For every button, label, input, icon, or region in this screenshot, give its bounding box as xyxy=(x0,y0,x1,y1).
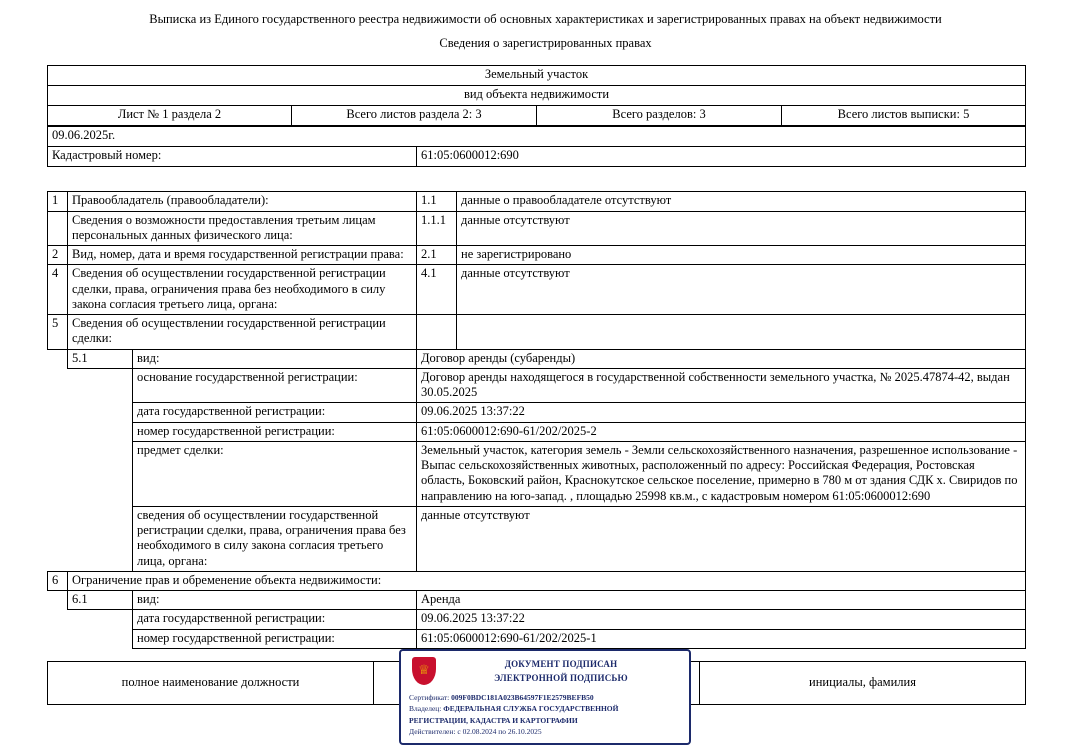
item-value: Договор аренды находящегося в государственной собственности земельного участка, № 2025.47874-42, выдан 30.05.2025 xyxy=(417,368,1026,403)
object-info-table xyxy=(47,65,1026,126)
row-label: Вид, номер, дата и время государственной регистрации права: xyxy=(68,246,417,265)
initials-label: инициалы, фамилия xyxy=(700,661,1026,704)
section6-subnumber: 6.1 xyxy=(68,591,133,610)
page-subtitle: Сведения о зарегистрированных правах xyxy=(439,35,652,50)
stamp-title-line2: ЭЛЕКТРОННОЙ ПОДПИСЬЮ xyxy=(494,673,628,683)
row-subnumber: 1.1 xyxy=(417,192,457,211)
stamp-owner-value2: РЕГИСТРАЦИИ, КАДАСТРА И КАРТОГРАФИИ xyxy=(409,715,578,725)
item-label: предмет сделки: xyxy=(133,441,417,506)
stamp-owner-row2 xyxy=(409,715,683,726)
object-type-label: вид объекта недвижимости xyxy=(48,86,1026,106)
item-value: 61:05:0600012:690-61/202/2025-2 xyxy=(417,422,1026,441)
extract-sheets-cell: Всего листов выписки: 5 xyxy=(782,106,1026,126)
stamp-header xyxy=(401,651,689,689)
item-label: вид: xyxy=(133,349,417,368)
spacer-cell xyxy=(48,629,68,648)
table-row xyxy=(48,368,1026,403)
table-row xyxy=(48,315,1026,350)
stamp-owner-row xyxy=(409,703,683,714)
document-page xyxy=(0,12,1091,756)
row-value: данные отсутствуют xyxy=(457,211,1026,246)
object-type-value: Земельный участок xyxy=(48,66,1026,86)
row-number: 1 xyxy=(48,192,68,211)
spacer-cell xyxy=(48,368,68,403)
electronic-signature-stamp xyxy=(399,649,691,745)
spacer-cell xyxy=(68,422,133,441)
row-label: Правообладатель (правообладатели): xyxy=(68,192,417,211)
row-number: 4 xyxy=(48,265,68,315)
spacer-cell xyxy=(48,591,68,610)
row-value: не зарегистрировано xyxy=(457,246,1026,265)
row-number xyxy=(48,211,68,246)
table-row xyxy=(48,192,1026,211)
row-subnumber: 2.1 xyxy=(417,246,457,265)
table-row xyxy=(48,571,1026,590)
item-label: основание государственной регистрации: xyxy=(133,368,417,403)
item-value: 09.06.2025 13:37:22 xyxy=(417,403,1026,422)
item-value: Договор аренды (субаренды) xyxy=(417,349,1026,368)
cadastral-number-label: Кадастровый номер: xyxy=(48,147,417,167)
sections-total-cell: Всего разделов: 3 xyxy=(537,106,782,126)
table-row xyxy=(48,506,1026,571)
item-label: сведения об осуществлении государственной регистрации сделки, права, ограничения права без необходимого в силу закона согласия третьего лица, органа: xyxy=(133,506,417,571)
eagle-emblem-icon: ♕ xyxy=(409,655,439,689)
table-row xyxy=(48,106,1026,126)
table-row xyxy=(48,349,1026,368)
item-label: вид: xyxy=(133,591,417,610)
spacer-cell xyxy=(48,441,68,506)
stamp-title-line1: ДОКУМЕНТ ПОДПИСАН xyxy=(504,659,618,670)
item-label: номер государственной регистрации: xyxy=(133,629,417,648)
item-label: дата государственной регистрации: xyxy=(133,403,417,422)
row-value: данные о правообладателе отсутствуют xyxy=(457,192,1026,211)
stamp-details xyxy=(401,689,689,737)
item-label: дата государственной регистрации: xyxy=(133,610,417,629)
item-value: Земельный участок, категория земель - Земли сельскохозяйственного назначения, разрешенное использование - Выпас сельскохозяйственных животных, расположенный по адресу: Российская Федерация, Ростовская область, Боковский район, Краснокутское сельское поселение, примерно в 780 м от здания СДК х. Свиридов по направлению на юго-запад. , площадью 25998 кв.м., с кадастровым номером 61:05:0600012:690 xyxy=(417,441,1026,506)
stamp-title-block xyxy=(439,658,683,686)
spacer-cell xyxy=(48,506,68,571)
sheet-number-cell: Лист № 1 раздела 2 xyxy=(48,106,292,126)
row-number: 2 xyxy=(48,246,68,265)
row-subnumber: 4.1 xyxy=(417,265,457,315)
spacer-cell xyxy=(48,422,68,441)
stamp-certificate-label: Сертификат: xyxy=(409,693,450,702)
spacer-cell xyxy=(48,610,68,629)
section5-number: 5 xyxy=(48,315,68,350)
section5-subnumber: 5.1 xyxy=(68,349,133,368)
row-label: Сведения об осуществлении государственной регистрации сделки, права, ограничения права без необходимого в силу закона согласия третьего лица, органа: xyxy=(68,265,417,315)
table-row xyxy=(48,591,1026,610)
rights-table xyxy=(47,191,1026,649)
spacer-cell xyxy=(68,441,133,506)
document-date: 09.06.2025г. xyxy=(48,127,1026,147)
stamp-certificate-row xyxy=(409,692,683,703)
cadastral-table xyxy=(47,126,1026,167)
table-row xyxy=(48,265,1026,315)
table-row xyxy=(48,629,1026,648)
row-label: Сведения о возможности предоставления третьим лицам персональных данных физического лица: xyxy=(68,211,417,246)
spacer-cell xyxy=(68,506,133,571)
table-row xyxy=(48,422,1026,441)
item-value: данные отсутствуют xyxy=(417,506,1026,571)
table-row xyxy=(48,246,1026,265)
section-sheets-cell: Всего листов раздела 2: 3 xyxy=(292,106,537,126)
table-row xyxy=(48,211,1026,246)
table-row xyxy=(48,66,1026,86)
spacer-cell xyxy=(48,403,68,422)
stamp-valid-label: Действителен: xyxy=(409,726,456,736)
position-label: полное наименование должности xyxy=(48,661,374,704)
stamp-owner-label: Владелец: xyxy=(409,704,442,714)
spacer-cell xyxy=(68,629,133,648)
spacer-cell xyxy=(68,610,133,629)
item-value: 09.06.2025 13:37:22 xyxy=(417,610,1026,629)
empty-cell xyxy=(457,315,1026,350)
row-value: данные отсутствуют xyxy=(457,265,1026,315)
stamp-valid-row xyxy=(409,726,683,737)
spacer-cell xyxy=(48,349,68,368)
cadastral-number-value: 61:05:0600012:690 xyxy=(417,147,1026,167)
table-row xyxy=(48,86,1026,106)
stamp-certificate-value: 009F0BDC181A023B64597F1E2579BEFB50 xyxy=(451,693,594,702)
section6-label: Ограничение прав и обременение объекта недвижимости: xyxy=(68,571,1026,590)
table-row xyxy=(48,127,1026,147)
spacer-cell xyxy=(68,368,133,403)
table-row xyxy=(48,441,1026,506)
page-title: Выписка из Единого государственного реестра недвижимости об основных характеристиках и зарегистрированных правах на объект недвижимости xyxy=(149,12,942,26)
empty-cell xyxy=(417,315,457,350)
item-value: 61:05:0600012:690-61/202/2025-1 xyxy=(417,629,1026,648)
table-row xyxy=(48,403,1026,422)
spacer-cell xyxy=(68,403,133,422)
table-row xyxy=(48,147,1026,167)
item-label: номер государственной регистрации: xyxy=(133,422,417,441)
item-value: Аренда xyxy=(417,591,1026,610)
stamp-owner-value: ФЕДЕРАЛЬНАЯ СЛУЖБА ГОСУДАРСТВЕННОЙ xyxy=(443,704,619,714)
stamp-valid-value: с 02.08.2024 по 26.10.2025 xyxy=(457,726,542,736)
section6-number: 6 xyxy=(48,571,68,590)
section5-label: Сведения об осуществлении государственной регистрации сделки: xyxy=(68,315,417,350)
table-row xyxy=(48,610,1026,629)
row-subnumber: 1.1.1 xyxy=(417,211,457,246)
